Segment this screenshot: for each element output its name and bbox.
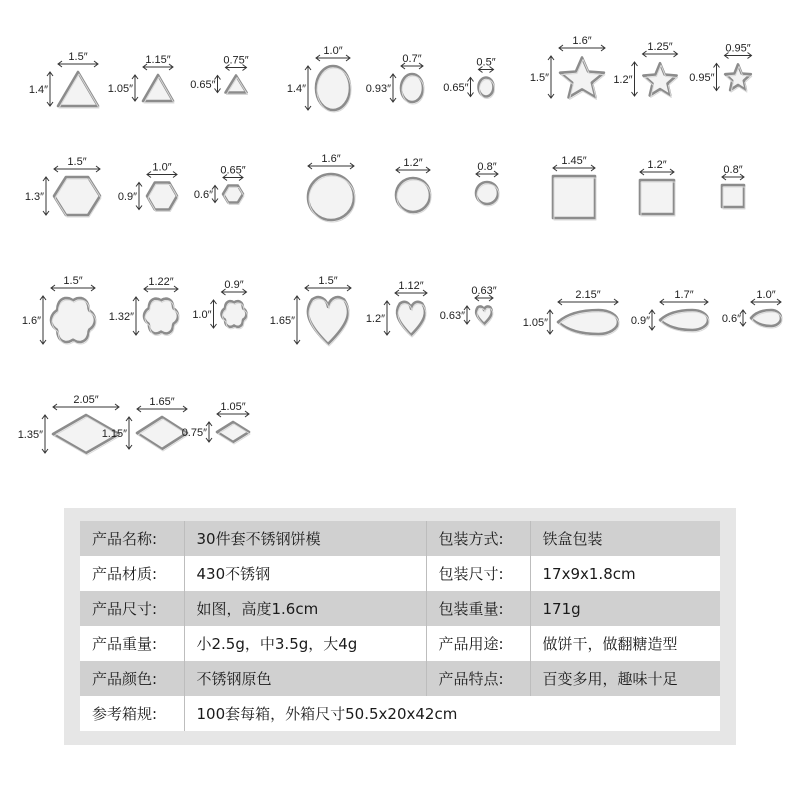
spec-label: 产品尺寸: (80, 591, 184, 626)
width-label: 0.95″ (725, 42, 751, 55)
width-label: 1.0″ (756, 289, 776, 301)
diamond-cutter-2 (102, 396, 188, 451)
height-label: 0.75″ (181, 427, 207, 439)
teardrop-cutter-1 (523, 289, 619, 336)
circle-cutter-3 (476, 161, 499, 206)
star-cutter-1 (530, 35, 605, 99)
spec-value: 铁盒包装 (530, 521, 720, 556)
height-label: 0.6″ (193, 189, 213, 201)
hexagon-outline (54, 177, 100, 215)
square-cutter-2 (640, 159, 675, 216)
spec-value: 做饼干，做翻糖造型 (530, 626, 720, 661)
height-label: 1.3″ (24, 191, 44, 203)
height-label: 1.35″ (17, 429, 43, 441)
oval-cutter-2 (366, 53, 424, 104)
spec-value: 17x9x1.8cm (530, 556, 720, 591)
width-label: 0.8″ (477, 161, 497, 173)
width-label: 0.63″ (471, 285, 497, 297)
circle-cutter-1 (308, 153, 355, 222)
width-label: 1.12″ (398, 280, 424, 292)
spec-label: 产品特点: (426, 661, 530, 696)
teardrop-cutter-2 (631, 289, 709, 332)
spec-value: 小2.5g，中3.5g，大4g (184, 626, 426, 661)
width-label: 2.15″ (575, 289, 601, 301)
circle-outline (476, 182, 498, 204)
heart-cutter-3 (440, 285, 497, 326)
flower-cutter-2 (109, 276, 179, 335)
width-label: 0.8″ (723, 164, 743, 176)
spec-label: 包装重量: (426, 591, 530, 626)
heart-cutter-2 (366, 280, 427, 337)
height-label: 0.95″ (689, 72, 715, 84)
width-label: 1.6″ (572, 35, 592, 47)
height-label: 1.2″ (365, 313, 385, 325)
height-label: 1.6″ (21, 315, 41, 327)
width-label: 1.22″ (148, 276, 174, 288)
spec-label: 参考箱规: (80, 696, 184, 731)
width-label: 1.7″ (674, 289, 694, 301)
spec-label: 产品材质: (80, 556, 184, 591)
hexagon-cutter-3 (194, 165, 246, 205)
spec-value: 不锈钢原色 (184, 661, 426, 696)
width-label: 1.0″ (323, 45, 343, 57)
width-label: 1.6″ (321, 153, 341, 165)
spec-label: 产品名称: (80, 521, 184, 556)
width-label: 1.0″ (152, 161, 172, 174)
square-cutter-3 (722, 164, 745, 209)
spec-value: 430不锈钢 (184, 556, 426, 591)
height-label: 1.5″ (529, 72, 549, 84)
width-label: 1.5″ (68, 51, 88, 63)
hexagon-cutter-1 (25, 156, 101, 217)
star-cutter-2 (613, 41, 677, 98)
spec-row-carton (80, 696, 720, 731)
spec-table (80, 521, 720, 731)
height-label: 1.15″ (101, 428, 127, 440)
flower-cutter-3 (192, 279, 247, 329)
oval-cutter-3 (443, 57, 496, 99)
spec-value: 30件套不锈钢饼模 (184, 521, 426, 556)
width-label: 0.75″ (223, 54, 249, 67)
spec-label: 产品用途: (426, 626, 530, 661)
width-label: 1.5″ (318, 275, 338, 287)
width-label: 1.65″ (149, 396, 175, 408)
height-label: 1.2″ (613, 74, 633, 86)
width-label: 2.05″ (73, 394, 99, 406)
circle-outline (396, 178, 430, 212)
width-label: 1.2″ (647, 159, 667, 171)
diamond-cutter-3 (182, 401, 250, 444)
spec-row-size (80, 591, 720, 626)
height-label: 0.9″ (630, 315, 650, 327)
width-label: 1.2″ (403, 157, 423, 169)
triangle-cutter-2 (108, 54, 174, 103)
circle-cutter-2 (396, 157, 431, 214)
height-label: 0.63″ (439, 310, 465, 322)
height-label: 1.32″ (108, 311, 134, 323)
spec-value: 171g (530, 591, 720, 626)
height-label: 1.4″ (28, 84, 48, 96)
hexagon-cutter-2 (118, 162, 178, 212)
flower-cutter-1 (22, 275, 96, 344)
width-label: 1.05″ (220, 401, 246, 413)
triangle-cutter-1 (29, 51, 99, 108)
oval-cutter-1 (287, 45, 351, 112)
width-label: 0.65″ (220, 164, 246, 177)
square-outline (640, 180, 674, 214)
height-label: 1.65″ (269, 315, 295, 327)
heart-cutter-1 (270, 275, 351, 346)
square-outline (553, 176, 595, 218)
height-label: 0.65″ (190, 79, 216, 91)
height-label: 0.6″ (721, 313, 741, 325)
width-label: 0.7″ (402, 53, 422, 65)
height-label: 0.65″ (443, 82, 469, 94)
height-label: 1.4″ (286, 83, 306, 95)
circle-outline (308, 174, 354, 220)
height-label: 1.0″ (192, 309, 212, 321)
diamond-cutter-1 (18, 394, 120, 455)
triangle-outline (226, 76, 247, 93)
diamond-outline (137, 417, 187, 449)
hexagon-outline (147, 183, 177, 210)
height-label: 0.93″ (365, 83, 391, 95)
width-label: 1.5″ (63, 275, 83, 287)
height-label: 1.05″ (522, 317, 548, 329)
square-cutter-1 (553, 155, 596, 220)
width-label: 1.45″ (561, 155, 587, 167)
spec-value: 如图，高度1.6cm (184, 591, 426, 626)
spec-label: 包装方式: (426, 521, 530, 556)
height-label: 0.9″ (117, 191, 137, 203)
triangle-outline (58, 72, 98, 106)
spec-value: 百变多用，趣味十足 (530, 661, 720, 696)
spec-value: 100套每箱，外箱尺寸50.5x20x42cm (184, 696, 720, 731)
width-label: 0.9″ (224, 279, 244, 291)
width-label: 1.5″ (67, 156, 87, 168)
width-label: 1.15″ (145, 54, 171, 66)
height-label: 1.05″ (107, 83, 133, 95)
spec-label: 产品重量: (80, 626, 184, 661)
spec-row-material (80, 556, 720, 591)
spec-label: 产品颜色: (80, 661, 184, 696)
square-outline (722, 185, 744, 207)
teardrop-cutter-3 (722, 289, 782, 328)
width-label: 1.25″ (647, 41, 673, 53)
spec-row-name (80, 521, 720, 556)
star-cutter-3 (689, 43, 752, 93)
width-label: 0.5″ (476, 56, 496, 69)
spec-label: 包装尺寸: (426, 556, 530, 591)
spec-row-color (80, 661, 720, 696)
triangle-cutter-3 (190, 55, 249, 95)
spec-row-weight (80, 626, 720, 661)
